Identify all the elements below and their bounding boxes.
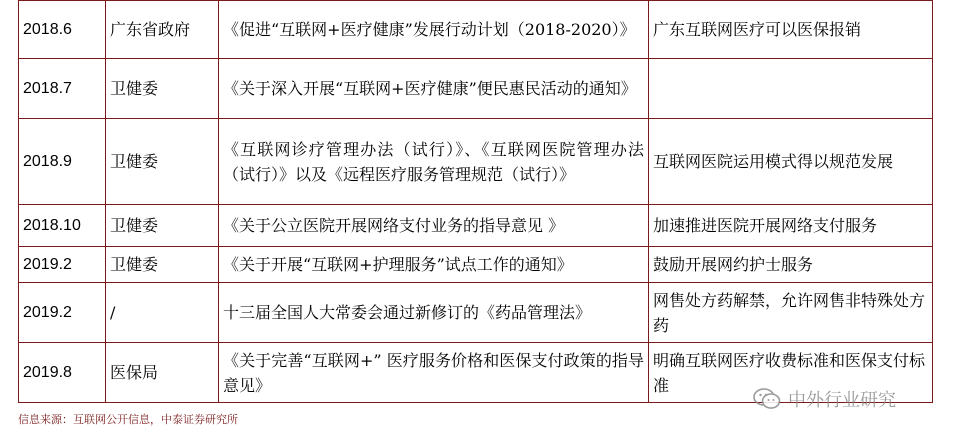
department-cell: 卫健委 — [106, 247, 219, 283]
department-cell: 卫健委 — [106, 59, 219, 119]
date-cell: 2019.8 — [19, 343, 106, 403]
impact-cell: 广东互联网医疗可以医保报销 — [649, 1, 933, 59]
document-cell: 《关于完善“互联网+” 医疗服务价格和医保支付政策的指导意见》 — [219, 343, 649, 403]
table-row — [19, 1, 933, 59]
date-cell: 2018.6 — [19, 1, 106, 59]
source-note: 信息来源：互联网公开信息，中泰证券研究所 — [18, 413, 238, 426]
impact-cell: 明确互联网医疗收费标准和医保支付标准 — [649, 343, 933, 403]
watermark — [752, 386, 896, 412]
date-cell: 2019.2 — [19, 247, 106, 283]
table-row — [19, 119, 933, 205]
date-cell: 2019.2 — [19, 283, 106, 343]
table-row — [19, 205, 933, 247]
impact-cell: 网售处方药解禁，允许网售非特殊处方药 — [649, 283, 933, 343]
policy-table — [18, 0, 933, 403]
impact-cell: 鼓励开展网约护士服务 — [649, 247, 933, 283]
date-cell: 2018.9 — [19, 119, 106, 205]
impact-cell: 互联网医院运用模式得以规范发展 — [649, 119, 933, 205]
impact-cell: 加速推进医院开展网络支付服务 — [649, 205, 933, 247]
department-cell: 医保局 — [106, 343, 219, 403]
document-cell: 《关于深入开展“互联网+医疗健康”便民惠民活动的通知》 — [219, 59, 649, 119]
document-cell: 《关于公立医院开展网络支付业务的指导意见 》 — [219, 205, 649, 247]
department-cell: 卫健委 — [106, 119, 219, 205]
document-cell: 《互联网诊疗管理办法（试行）》、《互联网医院管理办法（试行）》以及《远程医疗服务管理规范（试行）》 — [219, 119, 649, 205]
document-cell: 十三届全国人大常委会通过新修订的《药品管理法》 — [219, 283, 649, 343]
table-row — [19, 283, 933, 343]
department-cell: / — [106, 283, 219, 343]
wechat-icon — [752, 386, 782, 412]
department-cell: 卫健委 — [106, 205, 219, 247]
table-row — [19, 247, 933, 283]
department-cell: 广东省政府 — [106, 1, 219, 59]
watermark-text: 中外行业研究 — [788, 390, 896, 411]
impact-cell — [649, 59, 933, 119]
date-cell: 2018.7 — [19, 59, 106, 119]
table-row — [19, 59, 933, 119]
document-cell: 《关于开展“互联网+护理服务”试点工作的通知》 — [219, 247, 649, 283]
document-cell: 《促进“互联网+医疗健康”发展行动计划（2018-2020）》 — [219, 1, 649, 59]
date-cell: 2018.10 — [19, 205, 106, 247]
